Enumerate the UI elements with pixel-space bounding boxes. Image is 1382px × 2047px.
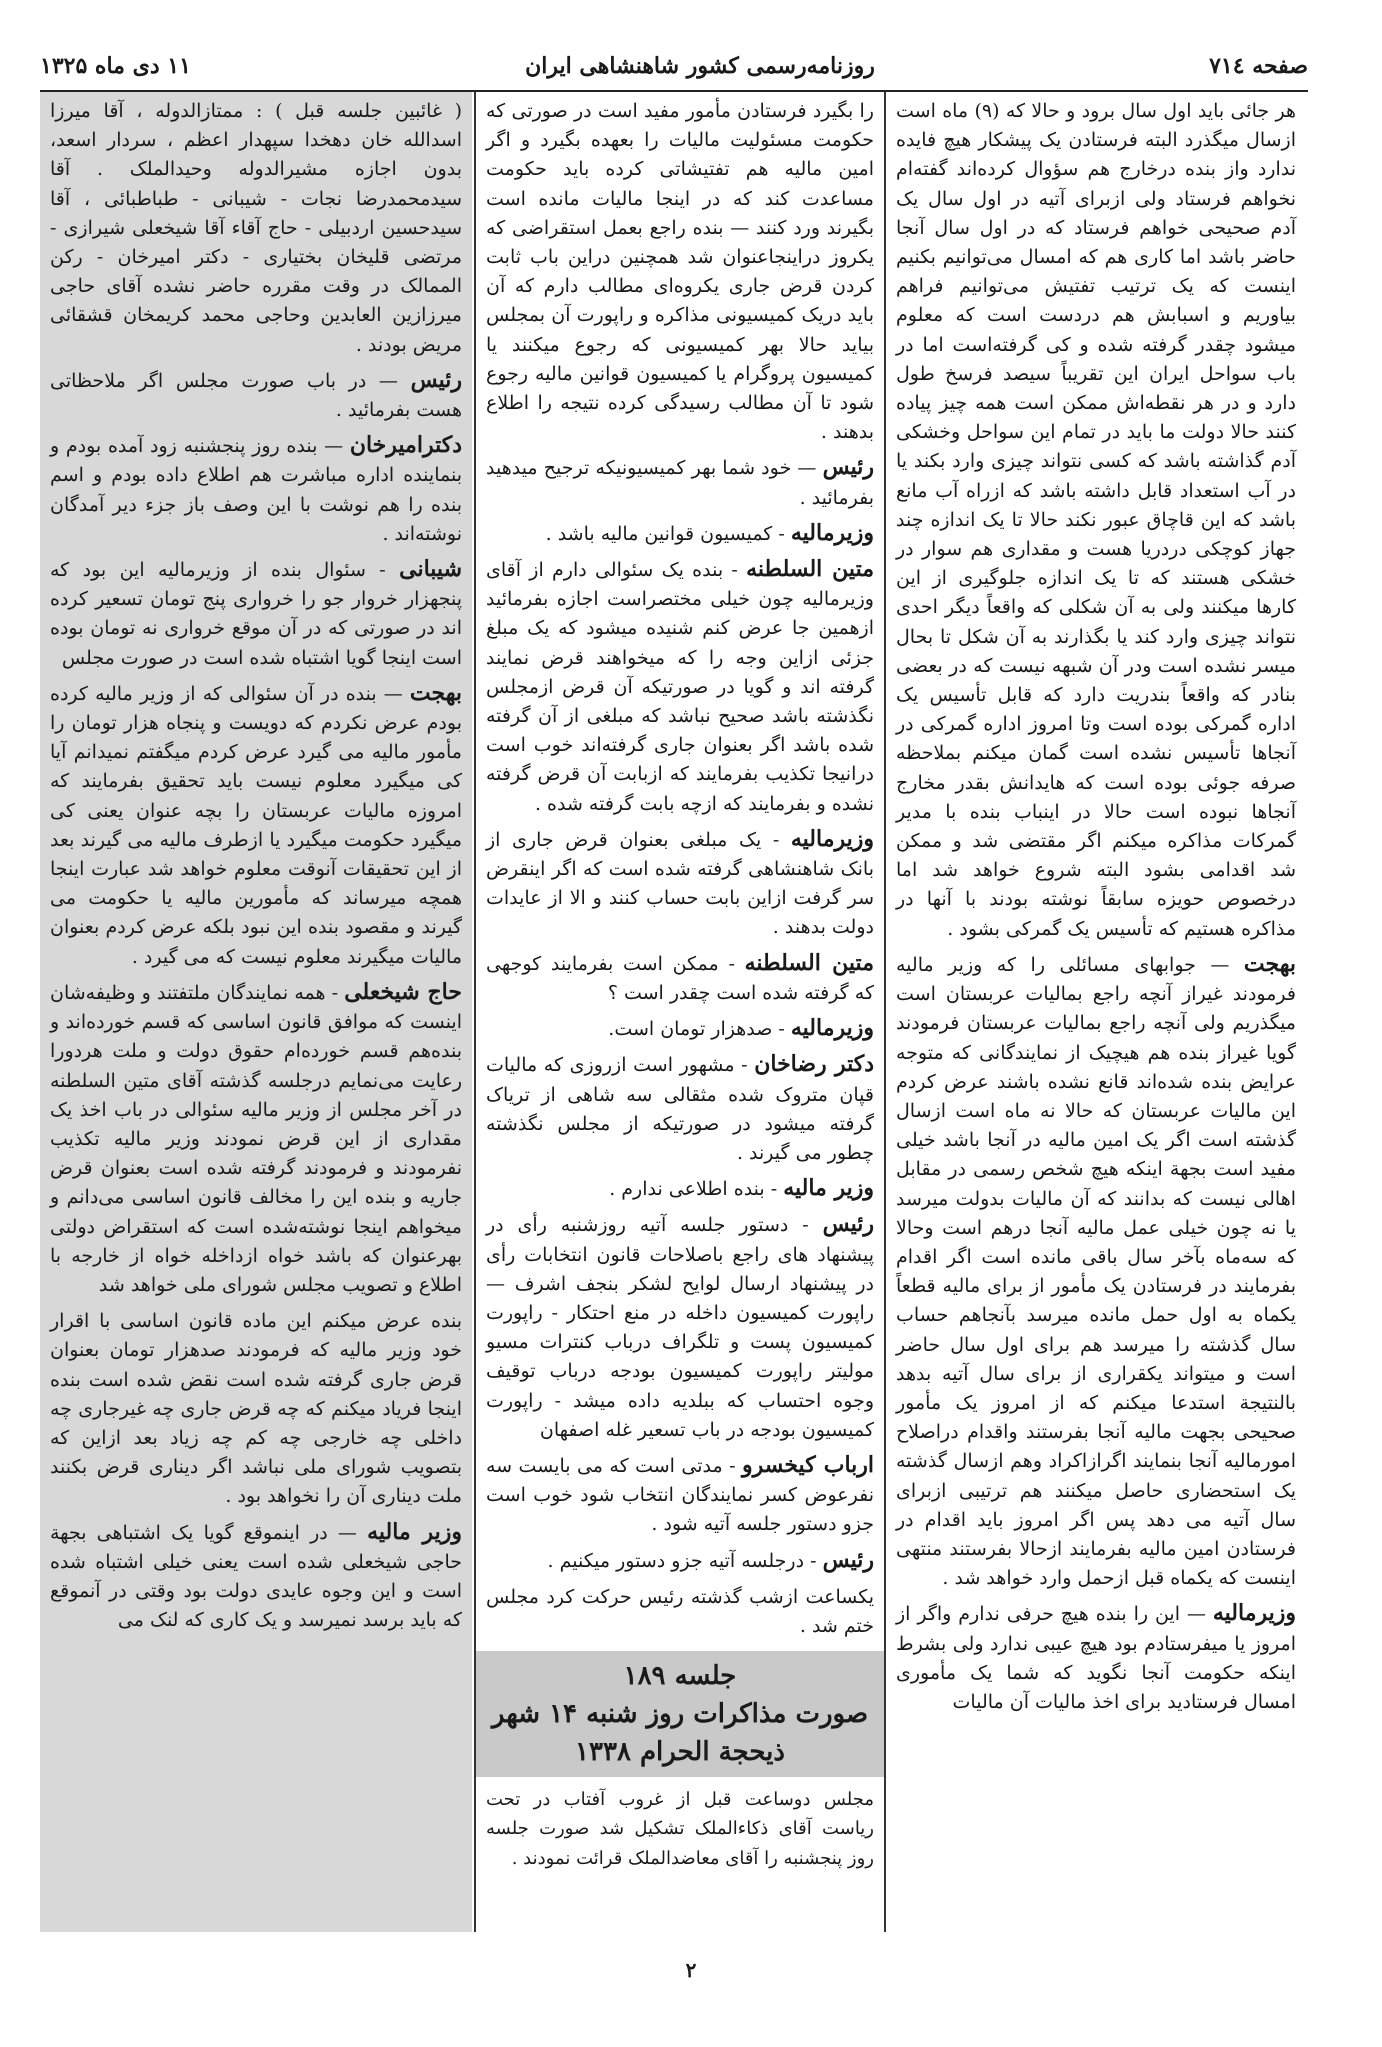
page-footer-number: ۲: [685, 1958, 697, 1982]
paragraph: [486, 1174, 874, 1204]
speaker-name: رئیس: [822, 1546, 874, 1573]
issue-date: ۱۱ دی ماه ۱۳۲۵: [40, 53, 191, 79]
speaker-name: حاج شیخعلی: [344, 978, 462, 1005]
paragraph: [50, 978, 462, 1300]
paragraph-text: هر جائی باید اول سال برود و حالا که (۹) ماه است ازسال میگذرد البته فرستادن یک پیشکار هیچ فایده ندارد واز بنده درخارج هم سؤوال کرده‌اند گفته‌ام نخواهم فرستاد ولی ازبرای آتیه در اول سال یک آدم صحیحی خواهم فرستاد که در اول سال آنجا حاضر باشد اما کاری هم که امسال می‌توانیم بکنیم اینست که یک ترتیب تفتیش می‌توانیم فراهم بیاوریم و اسبابش هم دردست است که معلوم میشود چقدر گرفته شده و کی گرفته‌است اما در باب سواحل ایران این تقریباً سیصد فرسخ طول دارد و در هر نقطه‌اش ممکن است همه چیز پیاده کنند حالا دولت ما باید در تمام این سواحل وخشکی آدم گذاشته باشد که کسی نتواند چیزی وارد بکند یا در آب استعداد قابل داشته باشد که ازراه آب مانع باشد که این قاچاق عبور نکند حالا تا یک اندازه چند جهاز کوچکی دردریا هست و مقداری هم سوار در خشکی هستند که تا یک اندازه جلوگیری از این کارها میکنند ولی به آن شکلی که واقعاً دیگر احدی نتواند چیزی وارد کند یا بگذارند به آن شکل تا بحال میسر نشده است ودر آن شبهه نیست که در بعضی بنادر که واقعاً بندریت دارد که قابل تأسیس یک اداره گمرکی بوده است وتا امروز اداره گمرکی در آنجاها تأسیس نشده است گمان میکنم بملاحظه صرفه جوئی بوده است که هایدانش بقدر مخارج آنجاها نبوده است حالا در اینباب بنده با مدیر گمرکات مذاکره میکنم اگر مقتضی شد و ممکن شد اقدامی بشود البته شروع خواهد شد اما درخصوص حویزه سابقاً نوشته بودند با آنها در مذاکره هستیم که تأسیس یک گمرکی بشود .: [896, 100, 1297, 940]
paragraph-text: - دستور جلسه آتیه روزشنبه رأی در پیشنهاد های راجع باصلاحات قانون انتخابات رأی در پیشنهاد ارسال لوایح لشکر بنجف اشرف — راپورت کمیسیون داخله در منع احتکار - راپورت کمیسیون پست و تلگراف درباب کنترات مسیو مولیتر راپورت کمیسیون بودجه درباب توقیف وجوه احتساب که ببلدیه داده میشد - راپورت کمیسیون بودجه در باب تسعیر غله اصفهان: [486, 1214, 874, 1441]
speaker-name: دکترامیرخان: [349, 432, 462, 459]
speaker-name: ارباب کیخسرو: [741, 1451, 875, 1478]
paragraph-text: — بنده روز پنجشنبه زود آمده بودم و بنماینده اداره مباشرت هم اطلاع داده بودم و اسم بنده را هم نوشت با این وصف باز جزء دیر آمدگان نوشته‌اند .: [50, 435, 462, 545]
paragraph-text: — جوابهای مسائلی را که وزیر مالیه فرمودند غیراز آنچه راجع بمالیات عربستان است میگذریم ولی آنچه راجع بمالیات عربستان فرمودند گویا غیراز بنده هم هیچیک از نمایندگانی که متوجه عرایض بنده شده‌اند قانع نشده باشند عرض کردم این مالیات عربستان که حالا نه ماه است ازسال گذشته است اگر یک امین مالیه در آنجا باشد خیلی مفید است بجهة اینکه هیچ شخص رسمی در مقابل اهالی نیست که بدانند که آن مالیات بدولت میرسد یا نه چون خیلی عمل مالیه آنجا درهم است وحالا که سه‌ماه بآخر سال باقی مانده است اگر اقدام بفرمایند در فرستادن یک مأمور از برای مالیه قطعاً یکماه به اول حمل مانده میرسد بآنجاهم حساب سال گذشته را میرسد هم برای اول سال حاضر است و میتواند یکقراری از برای سال آتیه بدهد بالنتیجة استدعا میکنم که از امروز یک مأمور صحیحی بجهت مالیه آنجا بفرستند واقدام دراصلاح امورمالیه آنجا بنمایند اگرازاکراد وهم ازسال گذشته یک استحضاری حاصل میکنند هم ترتیبی ازبرای سال آتیه می دهد پس اگر امروز باید اقدام در فرستادن امین مالیه بفرمایند ازحالا بفرستند منتهی اینست که یکماه قبل ازحمل وارد خواهد شد .: [896, 953, 1297, 1590]
speaker-name: متین السلطنه: [746, 556, 874, 583]
paragraph: [486, 949, 874, 1008]
paragraph: [50, 555, 462, 673]
session-heading: [476, 1651, 884, 1777]
paragraph-text: - همه نمایندگان ملتفتند و وظیفه‌شان اینست که موافق قانون اساسی که قسم خورده‌اند و بنده‌هم قسم خورده‌ام حقوق دولت و ملت هردورا رعایت می‌نمایم درجلسه گذشته آقای متین السلطنه در آخر مجلس از وزیر مالیه سئوالی در باب اخذ یک مقداری از این قرض نمودند وزیر مالیه تکذیب نفرمودند و فرمودند گرفته شده است بعنوان قرض جاریه و بنده این را مخالف قانون اساسی می‌دانم و میخواهم اینجا نوشته‌شده است که استقراض دولتی بهرعنوان که باشد خواه ازداخله خواه از خارجه با اطلاع و تصویب مجلس شورای ملی خواهد شد: [50, 981, 462, 1296]
speaker-name: وزیرمالیه: [1212, 1600, 1296, 1627]
paragraph-text: — خود شما بهر کمیسیونیکه ترجیح میدهید بفرمائید .: [486, 457, 874, 509]
paragraph: [486, 555, 874, 819]
paragraph: [486, 1050, 874, 1168]
paragraph-text: - مدتی است که می بایست سه نفرعوض کسر نمایندگان انتخاب شود خوب است جزو دستور جلسه آتیه شود .: [486, 1454, 874, 1536]
paragraph-text: - کمیسیون قوانین مالیه باشد .: [545, 522, 785, 545]
paragraph-text: - بنده یک سئوالی دارم از آقای وزیرمالیه چون خیلی مختصراست اجازه بفرمائید ازهمین جا عرض کنم شنیده میشود که یک مبلغ جزئی ازاین وجه را که میخواهند قرض نمایند گرفته اند و گویا در صورتیکه آن قرض ازمجلس نگذشته باشد صحیح نباشد که مبلغی از آن گرفته شده باشد اگر بعنوان جاری گرفته‌اند خوب است درانیجا تکذیب بفرمایند که ازبابت آن قرض گرفته نشده و بفرمایند که ازچه بابت گرفته شده .: [486, 559, 874, 815]
column-right: [886, 92, 1306, 1932]
paragraph-text: — این را بنده هیچ حرفی ندارم واگر از امروز یا میفرستادم بود هیچ عیبی ندارد ولی بشرط اینکه حکومت آنجا نگوید که شما یک مأموری امسال فرستادید برای اخذ مالیات آن مالیات: [896, 1603, 1296, 1713]
session-date: ذیحجة الحرام ۱۳۳۸: [575, 1737, 785, 1768]
paragraph: [50, 366, 462, 425]
session-intro: مجلس دوساعت قبل از غروب آفتاب در تحت ریاست آقای ذکاءالملک تشکیل شد صورت جلسه روز پنجشنبه را آقای معاضدالملک قرائت نمودند .: [486, 1789, 874, 1869]
speaker-name: متین السلطنه: [744, 949, 874, 976]
paragraph: [486, 1210, 874, 1445]
paragraph: [50, 96, 462, 360]
paragraph: [50, 1306, 462, 1511]
paragraph: [50, 431, 462, 549]
paragraph-text: - صدهزار تومان است.: [608, 1018, 785, 1041]
paragraph-text: ( غائبین جلسه قبل ) : ممتازالدوله ، آقا میرزا اسدالله خان دهخدا سپهدار اعظم ، سردار اسعد، بدون اجازه مشیرالدوله وحیدالملک . آقا سیدمحمدرضا نجات - شیبانی - طباطبائی ، آقا سیدحسین اردبیلی - حاج آقاء آقا شیخعلی شیرازی - مرتضی قلیخان بختیاری - دکتر امیرخان - رکن الممالک در وقت مقرره حاضر نشده آقای حاجی میرزازین العابدین وحاجی محمد کریمخان قشقائی مریض بودند .: [50, 100, 462, 356]
paragraph-text: - یک مبلغی بعنوان قرض جاری از بانک شاهنشاهی گرفته شده است که اگر اینقرض سر گرفت ازاین بابت حساب کنند و الا از عایدات دولت بدهند .: [486, 828, 874, 939]
paragraph: [486, 1451, 874, 1540]
paragraph: [486, 96, 874, 447]
paragraph: [486, 453, 874, 512]
speaker-name: رئیس: [822, 1211, 874, 1238]
speaker-name: دکتر رضاخان: [754, 1051, 874, 1078]
paragraph-text: — در اینموقع گویا یک اشتباهی بجهة حاجی شیخعلی شده است یعنی خیلی اشتباه شده است و این وجوه عایدی دولت بود وقتی در آنموقع که باید برسد نمیرسد و یک کاری که لنک می: [50, 1521, 462, 1632]
session-number: جلسه ۱۸۹: [623, 1661, 737, 1692]
speaker-name: وزیر مالیه: [783, 1175, 874, 1202]
paragraph-text: - ممکن است بفرمایند کوجهی که گرفته شده است چقدر است ؟: [486, 952, 874, 1004]
paragraph: [486, 1014, 874, 1044]
column-left: [40, 92, 472, 1932]
paragraph-text: — بنده در آن سئوالی که از وزیر مالیه کرده بودم عرض نکردم که دویست و پنجاه هزار تومان را مأمور مالیه می گیرد عرض کردم میگفتم نمیدانم آیا کی میگیرد معلوم نیست باید تحقیق بفرمایند که امروزه مالیات عربستان را بچه عنوان یعنی کی میگیرد حکومت میگیرد یا ازطرف مالیه می گیرند بعد از این تحقیقات آنوقت معلوم خواهد شد عبارت اینجا همچه میرساند که مأمورین مالیه یا حکومت می گیرند و مقصود بنده این نبود بلکه عرض کردم بعنوان مالیات میگیرند معلوم نیست که می گیرد .: [50, 682, 462, 968]
paragraph-text: - سئوال بنده از وزیرمالیه این بود که پنجهزار خروار جو را خرواری پنج تومان تسعیر کرده اند در صورتی که در آن موقع خرواری نه تومان بوده است اینجا گویا اشتباه شده است در صورت مجلس: [50, 559, 462, 669]
speaker-name: شیبانی: [399, 556, 462, 583]
paragraph: [486, 519, 874, 549]
speaker-name: رئیس: [410, 366, 462, 393]
paragraph: [50, 1518, 462, 1636]
speaker-name: وزیر مالیه: [367, 1518, 463, 1545]
paragraph-text: یکساعت ازشب گذشته رئیس حرکت کرد مجلس ختم شد .: [486, 1585, 874, 1637]
paragraph: [486, 1582, 874, 1641]
paragraph: [486, 825, 874, 943]
paragraph-text: را بگیرد فرستادن مأمور مفید است در صورتی که حکومت مسئولیت مالیات را بعهده بگیرد و اگر امین مالیه هم تفتیشاتی کرده باید حکومت مساعدت کند که در اینجا مالیات مانده است بگیرند ورد کنند — بنده راجع بعمل استقراضی که یکروز دراینجاعنوان شد همچنین دراین باب ثابت کردن قرض جاری یکرو‌ه‌ای مطالب دارم که آن باید دریک کمیسیونی مذاکره و راپورت آن بمجلس بیاید حالا بهر کمیسیونی که رجوع میکنند یا کمیسیون پروگرام یا کمیسیون قوانین مالیه رجوع شود تا آن مطالب رسیدگی کرده نتیجه را اطلاع بدهند .: [486, 100, 874, 444]
speaker-name: وزیرمالیه: [790, 1015, 874, 1042]
paragraph-text: بنده عرض میکنم این ماده قانون اساسی با اقرار خود وزیر مالیه که فرمودند صدهزار تومان بعنوان قرض جاری گرفته شده است نقض شده است بنده اینجا فریاد میکنم که چه قرض جاری چه غیرجاری چه داخلی چه خارجی چه کم چه زیاد بعد ازاین که بتصویب شورای ملی نباشد اگر دیناری قرض بکنند ملت دیناری آن را نخواهد بود .: [50, 1310, 462, 1508]
paragraph: [896, 950, 1296, 1593]
paragraph: [50, 679, 462, 972]
paragraph-text: - مشهور است ازروزی که مالیات قپان متروک شده مثقالی سه شاهی از تریاک گرفته میشود در صورتیکه از مجلس نگذشته چطور می گیرند .: [486, 1054, 874, 1164]
masthead: [40, 42, 1308, 92]
paragraph: [896, 96, 1296, 944]
paragraph-text: — در باب صورت مجلس اگر ملاحظاتی هست بفرمائید .: [50, 369, 462, 422]
column-middle: [476, 92, 884, 1932]
speaker-name: بهجت: [409, 679, 462, 706]
speaker-name: رئیس: [822, 454, 874, 481]
speaker-name: وزیرمالیه: [790, 825, 874, 852]
session-title: صورت مذاکرات روز شنبه ۱۴ شهر: [491, 1699, 869, 1730]
paragraph: [486, 1546, 874, 1576]
speaker-name: بهجت: [1243, 950, 1296, 977]
paragraph-text: - درجلسه آتیه جزو دستور میکنیم .: [547, 1549, 817, 1572]
newspaper-title: روزنامه‌رسمی کشور شاهنشاهی ایران: [525, 53, 875, 79]
paragraph-text: - بنده اطلاعی ندارم .: [609, 1178, 778, 1201]
speaker-name: وزیرمالیه: [790, 519, 874, 546]
page-number: صفحه ٧١٤: [1209, 53, 1308, 79]
paragraph: [896, 1599, 1296, 1717]
